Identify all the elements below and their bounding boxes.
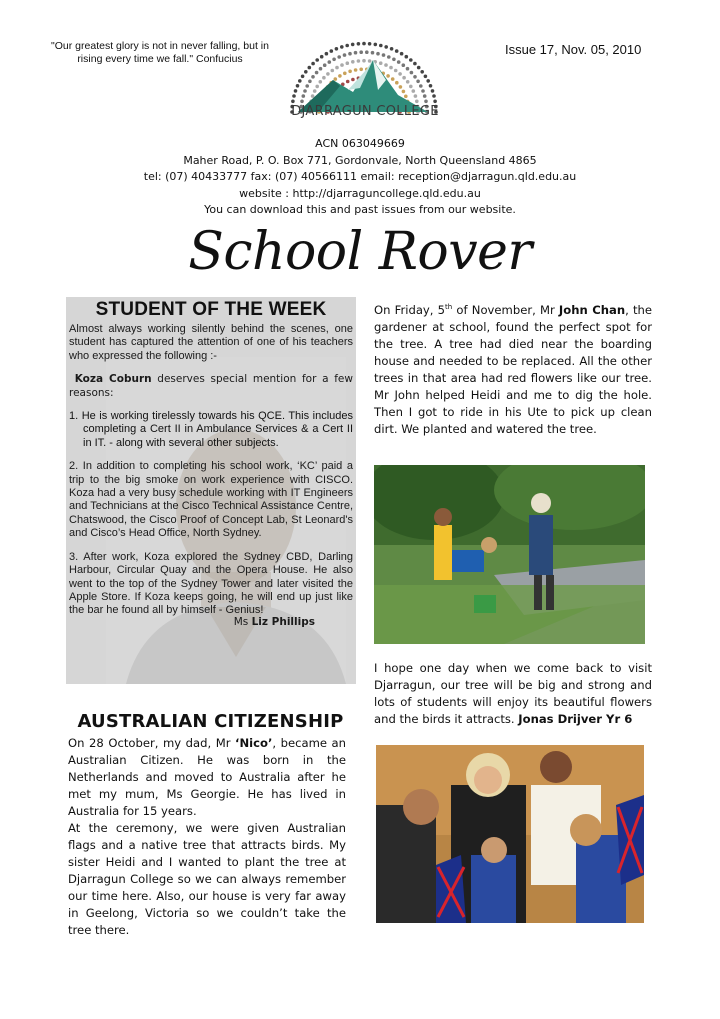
logo-dot xyxy=(292,94,296,98)
download-note: You can download this and past issues from our website. xyxy=(204,203,516,216)
logo-dot xyxy=(362,42,366,46)
logo-dot xyxy=(426,79,430,83)
logo-dot xyxy=(395,81,399,85)
logo-dot xyxy=(359,68,363,72)
reason-3: 3. After work, Koza explored the Sydney CBD, Darling Harbour, Circular Quay and the Opera House. He also went to the top of the Sydney Tower and later visited the Apple Store. If Koza keeps going, he will end up just like the bar he found all by himself - Genius! xyxy=(69,550,353,617)
logo-dot xyxy=(387,55,391,59)
logo-dot xyxy=(308,66,312,70)
logo-dot xyxy=(335,47,339,51)
logo-dot xyxy=(413,75,417,79)
logo-dot xyxy=(315,71,319,75)
logo-dot xyxy=(402,63,406,67)
logo-dot xyxy=(379,61,383,65)
logo-dot xyxy=(340,45,344,49)
logo-dot xyxy=(417,66,421,70)
mention-text: deserves special mention for a few reasons: xyxy=(69,373,353,399)
logo-dot xyxy=(406,80,410,84)
logo-dot xyxy=(291,100,295,104)
logo-dot xyxy=(343,53,347,57)
logo-dot xyxy=(420,70,424,74)
logo-dot xyxy=(311,62,315,66)
logo-dot xyxy=(338,74,342,78)
phone-email: tel: (07) 40433777 fax: (07) 40566111 email: reception@djarragun.qld.edu.au xyxy=(143,170,577,183)
logo-dot xyxy=(320,55,324,59)
logo-dot xyxy=(300,100,304,104)
logo-dot xyxy=(399,85,403,89)
logo-dot xyxy=(326,72,330,76)
reason-2: 2. In addition to completing his school work, ‘KC’ paid a trip to the big smoke on work experience with CISCO. Koza had a very busy schedule working with IT Engineers and Technicians at the Cisco Technical Assistance Centre, Chatswood, the Cisco Proof of Concept Lab, St Leonard's and Cisco’s Head Office, North Sydney. xyxy=(69,460,353,540)
newsletter-title: School Rover xyxy=(188,222,532,282)
closing-text: I hope one day when we come back to visit Djarragun, our tree will be big and strong and lots of students will enjoy its beautiful flowers and the birds it attracts. Jonas Drijver Yr 6 xyxy=(374,661,652,726)
logo-dot xyxy=(432,94,436,98)
signature-name: Liz Phillips xyxy=(251,615,315,628)
father-name: ‘Nico’ xyxy=(235,736,273,750)
logo-dot xyxy=(323,63,327,67)
logo-dot xyxy=(433,100,437,104)
logo-dot xyxy=(382,53,386,57)
logo-dot xyxy=(301,75,305,79)
logo-dot xyxy=(431,89,435,93)
sotw-mention xyxy=(69,373,353,400)
logo-dot xyxy=(322,76,326,80)
logo-dot xyxy=(304,70,308,74)
header-quote: "Our greatest glory is not in never falling, but in rising every time we fall." Confucius xyxy=(51,40,269,65)
acn: ACN 063049669 xyxy=(315,137,405,150)
issue-date: Issue 17, Nov. 05, 2010 xyxy=(505,42,642,57)
logo-dot xyxy=(354,68,358,72)
address: Maher Road, P. O. Box 771, Gordonvale, North Queensland 4865 xyxy=(183,153,537,167)
logo-dot xyxy=(328,60,332,64)
logo-dot xyxy=(325,52,329,56)
logo-dot xyxy=(424,75,428,79)
tree-planting-photo xyxy=(374,465,645,644)
logo-dot xyxy=(351,43,355,47)
logo-dot xyxy=(345,44,349,48)
logo-dot xyxy=(348,52,352,56)
logo-dot xyxy=(311,75,315,79)
logo-dot xyxy=(376,52,380,56)
logo-dot xyxy=(389,66,393,70)
tree-story: On Friday, 5th of November, Mr John Chan, the gardener at school, found the perfect spot for the tree. A tree had died near the boarding house and needed to be replaced. All the other trees in that area had red flowers like our tree. Mr John helped Heidi and me to dig the hole. Then I got to ride in his Ute to pick up clean dirt. We planted and watered the tree. xyxy=(374,302,652,436)
website: website : http://djarraguncollege.qld.edu.au xyxy=(239,186,481,200)
logo-dot xyxy=(423,94,427,98)
logo-dot xyxy=(386,74,390,78)
logo-dot xyxy=(384,63,388,67)
logo-dot xyxy=(410,71,414,75)
logo-dot xyxy=(331,69,335,73)
citizenship-para-1: On 28 October, my dad, Mr ‘Nico’, became an Australian Citizen. He was born in the Netherlands and moved to Australia after he met my mum, Ms Georgie. He has lived in Australia for 15 years. xyxy=(68,736,347,818)
citizenship-title: AUSTRALIAN CITIZENSHIP xyxy=(77,711,344,732)
logo-dot xyxy=(379,44,383,48)
logo-dot xyxy=(337,55,341,59)
logo-dot xyxy=(330,49,334,53)
logo-dot xyxy=(409,85,413,89)
student-name: Koza Coburn xyxy=(74,373,152,386)
logo-dot xyxy=(419,84,423,88)
logo-dot xyxy=(413,62,417,66)
student-of-week-panel xyxy=(66,297,356,684)
logo-dot xyxy=(335,66,339,70)
reasons-list xyxy=(69,410,353,450)
logo-dot xyxy=(371,51,375,55)
logo-dot xyxy=(303,89,307,93)
logo-dot xyxy=(402,76,406,80)
logo-dot xyxy=(302,94,306,98)
logo-dot xyxy=(319,80,323,84)
logo-dot xyxy=(357,42,361,46)
logo-dot xyxy=(391,77,395,81)
logo-dot xyxy=(315,85,319,89)
logo-dot xyxy=(348,70,352,74)
logo-dot xyxy=(429,84,433,88)
logo-dot xyxy=(311,94,315,98)
logo-dot xyxy=(402,90,406,94)
citizenship-para-2: At the ceremony, we were given Australian flags and a native tree that attracts birds. My sister Heidi and I wanted to plant the tree at Djarragun College so we can always remember our time here. Also, our house is very far away in Geelong, Victoria so we couldn’t take the tree there. xyxy=(68,821,346,937)
logo-dot xyxy=(392,58,396,62)
logo-dot xyxy=(424,100,428,104)
logo-dot xyxy=(365,50,369,54)
logo-dot xyxy=(351,60,355,64)
logo-dot xyxy=(315,58,319,62)
logo-dot xyxy=(421,89,425,93)
logo-dot xyxy=(319,67,323,71)
logo-dot xyxy=(412,89,416,93)
contact-block xyxy=(0,136,720,219)
logo-dot xyxy=(354,51,358,55)
logo-dot xyxy=(405,55,409,59)
logo-dot xyxy=(368,42,372,46)
logo-dot xyxy=(346,61,350,65)
sotw-title: STUDENT OF THE WEEK xyxy=(95,299,327,320)
author-name: Jonas Drijver Yr 6 xyxy=(518,712,633,726)
logo-dot xyxy=(398,72,402,76)
logo-dot xyxy=(416,80,420,84)
logo-dot xyxy=(395,49,399,53)
logo-dot xyxy=(357,59,361,63)
logo-dot xyxy=(343,72,347,76)
logo-dot xyxy=(374,43,378,47)
logo-dot xyxy=(397,60,401,64)
logo-dot xyxy=(340,63,344,67)
logo-dot xyxy=(415,100,419,104)
logo-dot xyxy=(313,89,317,93)
college-name: DJARRAGUN COLLEGE xyxy=(291,104,439,119)
gardener-name: John Chan xyxy=(558,302,626,317)
logo-dot xyxy=(346,80,350,84)
logo-dot xyxy=(359,50,363,54)
citizenship-body xyxy=(68,735,346,939)
logo-dot xyxy=(409,58,413,62)
logo-dot xyxy=(400,52,404,56)
reason-1: 1. He is working tirelessly towards his QCE. This includes completing a Cert II in Ambulance Services & a Cert II in IT. - along with several other subjects. xyxy=(69,410,353,449)
logo-dot xyxy=(404,95,408,99)
logo-dot xyxy=(368,59,372,63)
logo-dot xyxy=(406,67,410,71)
logo-dot xyxy=(362,59,366,63)
logo-dot xyxy=(308,80,312,84)
logo-dot xyxy=(334,77,338,81)
logo-dot xyxy=(351,78,355,82)
logo-dot xyxy=(305,84,309,88)
logo-dot xyxy=(384,45,388,49)
citizenship-family-photo xyxy=(376,745,644,923)
sotw-intro: Almost always working silently behind the scenes, one student has captured the attention of one of his teachers who expressed the following :- xyxy=(69,323,353,362)
logo-dot xyxy=(296,84,300,88)
logo-dot xyxy=(394,69,398,73)
logo-dot xyxy=(298,79,302,83)
logo-dot xyxy=(390,47,394,51)
logo-dot xyxy=(294,89,298,93)
logo-dot xyxy=(332,58,336,62)
signature: Ms Liz Phillips xyxy=(233,615,315,628)
logo-dot xyxy=(414,94,418,98)
